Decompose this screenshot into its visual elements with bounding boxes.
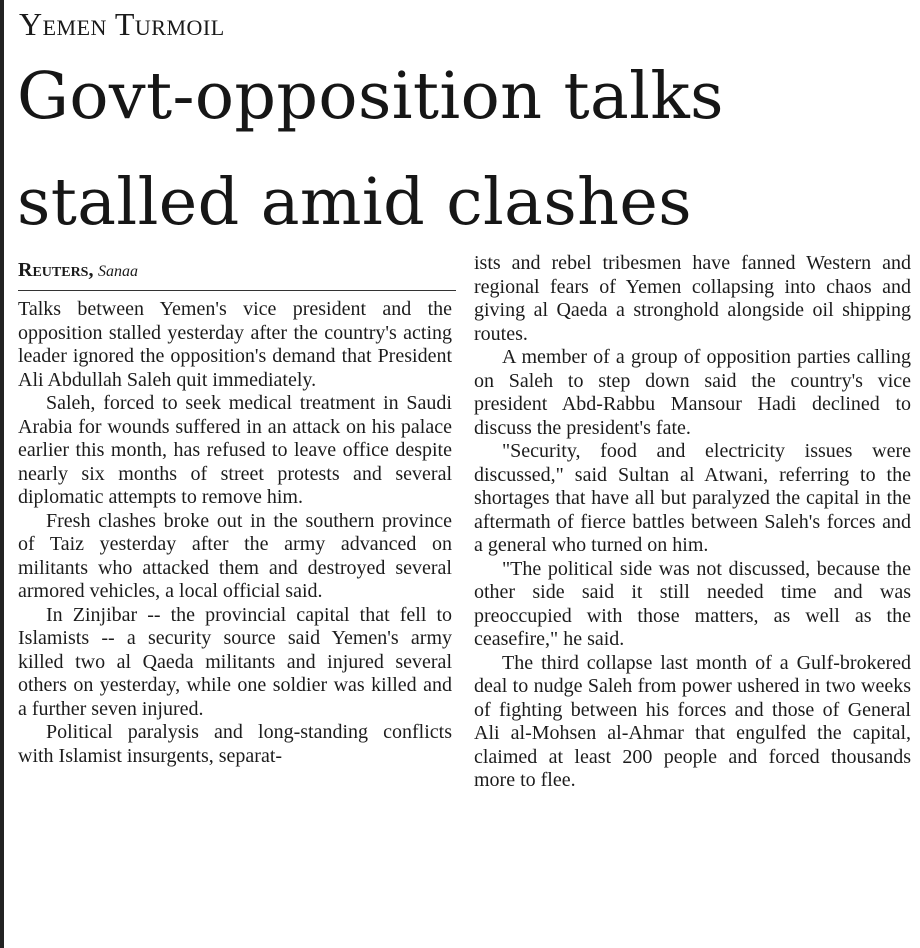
article-column-left bbox=[18, 298, 452, 768]
paragraph: A member of a group of opposition parties calling on Saleh to step down said the country's vice president Abd-Rabbu Mansour Hadi declined to discuss the president's fate. bbox=[474, 346, 911, 439]
headline-line-2: stalled amid clashes bbox=[17, 165, 692, 240]
paragraph: ists and rebel tribesmen have fanned Western and regional fears of Yemen collapsing into chaos and giving al Qaeda a stronghold alongside oil shipping routes. bbox=[474, 252, 911, 345]
byline bbox=[18, 260, 138, 282]
section-kicker: Yemen Turmoil bbox=[19, 6, 225, 42]
headline bbox=[17, 44, 917, 256]
paragraph: Saleh, forced to seek medical treatment in Saudi Arabia for wounds suffered in an attack on his palace earlier this month, has refused to leave office despite nearly six months of street protests and several diplomatic attempts to remove him. bbox=[18, 392, 452, 508]
byline-place: Sanaa bbox=[97, 263, 138, 280]
paragraph: The third collapse last month of a Gulf-brokered deal to nudge Saleh from power ushered in two weeks of fighting between his forces and those of General Ali al-Mohsen al-Ahmar that engulfed the capital, claimed at least 200 people and forced thousands more to flee. bbox=[474, 651, 911, 791]
paragraph: Talks between Yemen's vice president and the opposition stalled yesterday after the country's acting leader ignored the opposition's demand that President Ali Abdullah Saleh quit immediately. bbox=[18, 298, 452, 391]
paragraph: "The political side was not discussed, because the other side said it still needed time and was preoccupied with those matters, as well as the ceasefire," he said. bbox=[474, 557, 911, 650]
byline-divider bbox=[18, 290, 456, 291]
paragraph: Fresh clashes broke out in the southern province of Taiz yesterday after the army advanced on militants who attacked them and destroyed several armored vehicles, a local official said. bbox=[18, 509, 452, 602]
column-rule bbox=[0, 0, 4, 948]
byline-agency: Reuters, bbox=[18, 259, 94, 281]
paragraph: Political paralysis and long-standing conflicts with Islamist insurgents, separat- bbox=[18, 721, 452, 767]
article-column-right bbox=[474, 252, 911, 793]
paragraph: "Security, food and electricity issues were discussed," said Sultan al Atwani, referring to the shortages that have all but paralyzed the capital in the aftermath of fierce battles between Saleh's forces and a general who turned on him. bbox=[474, 440, 911, 556]
paragraph: In Zinjibar -- the provincial capital that fell to Islamists -- a security source said Yemen's army killed two al Qaeda militants and injured several others on yesterday, while one soldier was killed and a further seven injured. bbox=[18, 603, 452, 720]
headline-line-1: Govt-opposition talks bbox=[17, 59, 724, 134]
